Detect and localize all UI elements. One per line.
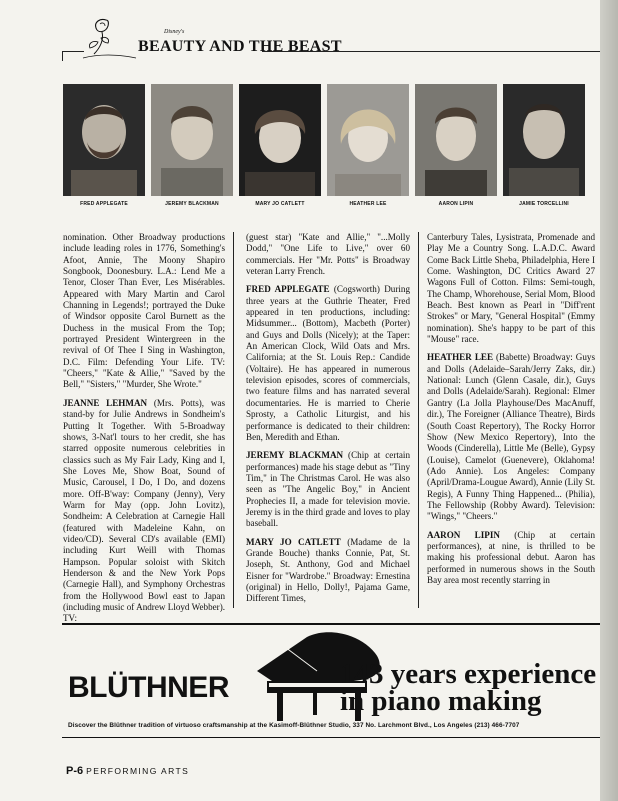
bio-name: HEATHER LEE bbox=[427, 352, 494, 363]
bio-column-2 bbox=[246, 232, 410, 612]
headshot-photo-1 bbox=[63, 84, 145, 196]
photo-caption-4: HEATHER LEE bbox=[349, 201, 387, 207]
section-name: PERFORMING ARTS bbox=[86, 766, 190, 776]
bio-paragraph: MARY JO CATLETT (Madame de la Grande Bouche) thanks Connie, Pat, St. Joseph, St. Anthony, God and Michael Eisner for "Wardrobe." Broadway: Ernestina (original) in Hello, Dolly!, Pajama Game, Different Times, bbox=[246, 536, 410, 604]
ad-headline bbox=[340, 658, 610, 717]
bio-paragraph: (guest star) "Kate and Allie," "...Molly Dodd," "One Life to Live," over 60 commercials. Her "Mr. Potts" is Broadway veteran Larry French. bbox=[246, 232, 410, 277]
photo-caption-5: AARON LIPIN bbox=[438, 201, 474, 207]
cast-photo-strip bbox=[63, 84, 569, 207]
headshot-photo-2 bbox=[151, 84, 233, 196]
headshot-photo-5 bbox=[415, 84, 497, 196]
page-number: P-6 bbox=[66, 765, 84, 777]
bio-name: JEREMY BLACKMAN bbox=[246, 450, 344, 461]
bio-name: AARON LIPIN bbox=[427, 529, 500, 540]
logo-title: BEAUTY AND THE BEAST bbox=[138, 38, 342, 55]
bio-column-1 bbox=[63, 232, 225, 632]
bio-name: JEANNE LEHMAN bbox=[63, 397, 148, 408]
ad-footer-text: Discover the Blüthner tradition of virtuoso craftsmanship at the Kasimoff-Blüthner Studio, 337 No. Larchmont Blvd., Los Angeles (213) 466-7707 bbox=[68, 722, 520, 729]
photo-caption-6: JAMIE TORCELLINI bbox=[519, 201, 569, 207]
bio-name: MARY JO CATLETT bbox=[246, 536, 341, 547]
headshot-photo-4 bbox=[327, 84, 409, 196]
bio-column-3 bbox=[427, 232, 595, 593]
logo-prefix: Disney's bbox=[164, 29, 185, 35]
ad-headline-line-2: in piano making bbox=[340, 685, 542, 717]
bio-paragraph: AARON LIPIN (Chip at certain performances), at nine, is thrilled to be making his professional debut. Aaron has performed in numerous shows in the South Bay area most recently starring in bbox=[427, 529, 595, 585]
ad-brand-name: BLÜTHNER bbox=[68, 671, 229, 704]
photo-caption-3: MARY JO CATLETT bbox=[255, 201, 305, 207]
bio-paragraph: JEANNE LEHMAN (Mrs. Potts), was stand-by for Julie Andrews in Sondheim's Putting It Together. With 5-Broadway shows, 3-Nat'l tours to her credit, she has starred opposite numerous celebrities in classics such as My Fair Lady, King and I, She Loves Me, Show Boat, Sound of Music, Carousel, I Do, I Do, and dozens more. Off-B'way: Company (Jenny), Very Warm for May (opp. John Lovitz), Sondheim: A Celebration at Carnegie Hall (featured with Madeleine Kahn, on video/CD). Several CD's available (EMI) including Kurt Weill with Thomas Hampson. Popular soloist with Skitch Henderson & and the New York Pops (Carnegie Hall), and Symphony Orchestras from the Hollywood Bowl east to Japan (including music of Andrew Lloyd Webber). TV: bbox=[63, 397, 225, 624]
bio-paragraph: nomination. Other Broadway productions include leading roles in 1776, Something's Afoot, Annie, The Moony Shapiro Songbook, Doonesbury. L.A.: Lend Me a Tenor, Closer Than Ever, Les Misérables. Appeared with Mary Martin and Carol Channing in Legends!; portrayed the Duke of Windsor opposite Carol Burnett as the Duchess in the musical From the Top; portrayed President Wintergreen in the revival of Of Thee I Sing in Washington, D.C. Film: Defending Your Life. TV: "Cheers," "Kate & Allie," "Saved by the Bell," "Sisters," "Murder, She Wrote." bbox=[63, 232, 225, 390]
show-logo bbox=[78, 14, 342, 64]
header-rule-vertical bbox=[62, 51, 63, 61]
bluthner-advertisement bbox=[62, 623, 602, 738]
bio-paragraph: JEREMY BLACKMAN (Chip at certain performances) made his stage debut as "Tiny Tim," in The Christmas Carol. He was also seen as "The Angelic Boy," in Ancient Prophecies II, a made for television movie. Jeremy is in the third grade and loves to play baseball. bbox=[246, 450, 411, 529]
page-folio bbox=[66, 765, 189, 777]
bio-name: FRED APPLEGATE bbox=[246, 284, 330, 295]
bio-paragraph: FRED APPLEGATE (Cogsworth) During three years at the Guthrie Theater, Fred appeared in ten productions, including: Midsummer... (Bottom), Macbeth (Porter) and Guys and Dolls (Nicely); at the Taper: An American Clock, Wild Oats and Mrs. California; at the St. Louis Rep.: Candide (Voltaire). He has appeared in numerous television episodes, scores of commercials, two feature films and has narrated several documentaries. He is married to Cherie Sprosty, a Catholic Liturgist, and his performance is dedicated to their children: Ben, Meredith and Ethan. bbox=[246, 284, 410, 442]
bio-paragraph: Canterbury Tales, Lysistrata, Promenade and Play Me a Country Song. L.A.D.C. Award Come Back Little Sheba, Philadelphia, Here I Come. Washington, DC Critics Award 27 Wagons Full of Cotton. Films: Semi-tough, The Champ, Whorehouse, Serial Mom, Blood Beach. Best known as Pearl in "Diff'rent Strokes" or Mary, "General Hospital" (Emmy nomination). She's happy to be part of this "Mouse" race. bbox=[427, 232, 595, 345]
headshot-photo-6 bbox=[503, 84, 585, 196]
page-edge-shadow bbox=[600, 0, 618, 801]
bio-paragraph: HEATHER LEE (Babette) Broadway: Guys and Dolls (Adelaide–Sarah/Jerry Zaks, dir.) National: Lunch (Glenn Casale, dir.), Guys and Dolls (Adelaide/Sarah). Regional: Elmer Gantry (La Jolla Playhouse/Des MacAnuff, dir.), The Foreigner (Alliance Theatre), Birds (South Coast Repertory), The Rocky Horror Show (New Mexico Repertory), Into the Woods (Cinderella), Little Me (Belle), Gypsy (Louise), Camelot (Guenevere), Oklahoma! (Ado Annie). Los Angeles: Company (April/Drama-Lougue Award), Annie (Lily St. Regis), A Funny Thing Happened... (Philia), The Fellowship (Robby Award). Television: "Wings," "Cheers." bbox=[427, 352, 595, 522]
column-rule-2 bbox=[418, 232, 419, 608]
photo-caption-1: FRED APPLEGATE bbox=[80, 201, 128, 207]
headshot-photo-3 bbox=[239, 84, 321, 196]
rose-icon bbox=[78, 14, 138, 64]
photo-caption-2: JEREMY BLACKMAN bbox=[165, 201, 219, 207]
ad-headline-line-1: 143 years experience bbox=[340, 658, 597, 690]
column-rule-1 bbox=[233, 232, 234, 608]
